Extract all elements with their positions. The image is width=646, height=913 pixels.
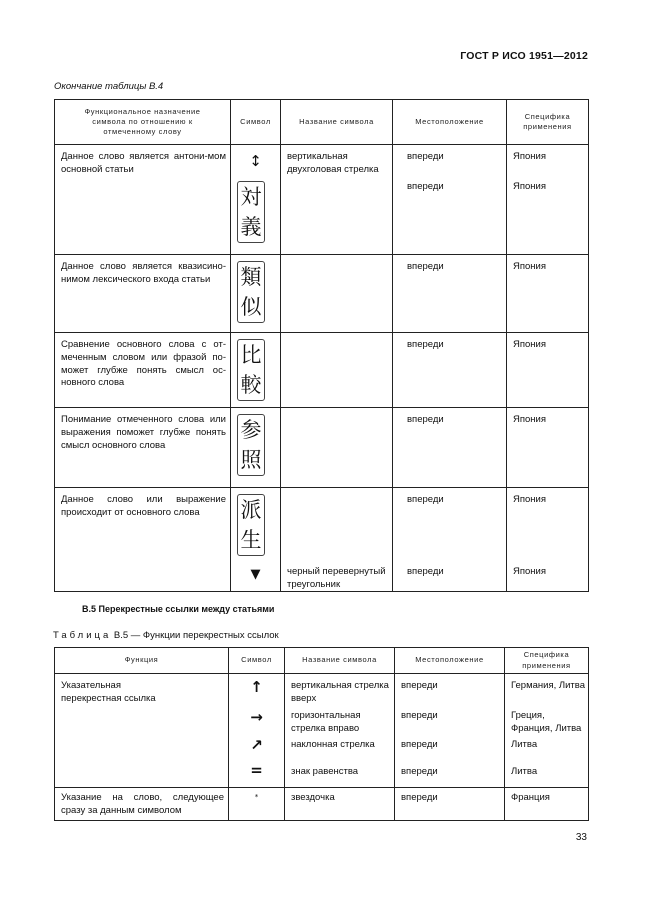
kanji-char: 派 [240,498,262,522]
table-header-row [55,100,589,145]
function-text: Сравнение основного слова с от-меченным словом или фразой по-может глубже понять смысл ос-новного слова [61,339,226,389]
specifics-text: Япония [513,414,546,425]
kanji-symbol-box [237,339,265,401]
kanji-char: 対 [240,185,262,209]
equals-sign-icon: = [250,761,263,779]
table-row [55,674,589,788]
table-row [55,788,589,821]
col-header-function: Функция [55,648,229,674]
location-text: впереди [401,766,438,777]
specifics-text: Япония [513,566,546,577]
function-text: Данное слово является антони-мом основной статьи [61,151,226,175]
col-header-symbol-name: Название символа [285,648,395,674]
document-header: ГОСТ Р ИСО 1951—2012 [460,50,588,62]
specifics-text: Япония [513,151,546,162]
kanji-char: 較 [240,373,262,397]
page-number: 33 [575,832,587,843]
table-row [55,408,589,488]
specifics-text: Литва [511,766,538,777]
table-row [55,255,589,333]
location-text: впереди [407,414,444,425]
kanji-char: 義 [240,215,262,239]
col-header-location: Местоположение [393,100,507,145]
col-header-specifics: Специфика применения [507,100,589,145]
col-header-symbol: Символ [229,648,285,674]
specifics-text: Франция [511,792,550,803]
location-text: впереди [407,494,444,505]
symbol-name: горизонтальная стрелка вправо [291,710,361,734]
location-text: впереди [401,710,438,721]
location-text: впереди [401,739,438,750]
col-header-specifics: Специфика применения [505,648,589,674]
function-text: Указательная перекрестная ссылка [61,680,156,704]
caption-text: В.5 — Функции перекрестных ссылок [111,630,279,641]
symbol-name: знак равенства [291,766,359,777]
table-b5-caption [53,630,279,641]
specifics-text: Германия, Литва [511,680,585,691]
function-text: Понимание отмеченного слова или выражения поможет глубже понять смысл основного слова [61,414,226,451]
location-text: впереди [401,792,438,803]
symbol-name: вертикальная стрелка вверх [291,680,389,704]
specifics-text: Япония [513,181,546,192]
specifics-text: Греция, Франция, Литва [511,710,582,734]
table-header-row [55,648,589,674]
specifics-text: Япония [513,339,546,350]
kanji-char: 似 [240,295,262,319]
kanji-symbol-box [237,414,265,476]
vertical-double-arrow-icon: ↕ [249,152,262,170]
symbol-name: черный перевернутый треугольник [287,566,386,590]
kanji-char: 照 [240,448,262,472]
function-text: Указание на слово, следующее сразу за данным символом [61,792,224,816]
location-text: впереди [407,566,444,577]
symbol-name: наклонная стрелка [291,739,375,750]
kanji-char: 参 [240,418,262,442]
kanji-char: 類 [240,265,262,289]
table-row [55,333,589,408]
col-header-function: Функциональное назначение символа по отношению к отмеченному слову [55,100,231,145]
location-text: впереди [401,680,438,691]
location-text: впереди [407,151,444,162]
col-header-symbol: Символ [231,100,281,145]
location-text: впереди [407,261,444,272]
black-down-triangle-icon: ▼ [250,567,261,582]
kanji-char: 生 [240,528,262,552]
table-row [55,145,589,255]
right-arrow-icon: → [250,708,263,726]
symbol-name: звездочка [291,792,335,803]
diagonal-arrow-icon: ↗ [250,736,263,754]
table-row [55,488,589,592]
col-header-location: Местоположение [395,648,505,674]
kanji-symbol-box [237,494,265,556]
function-text: Данное слово или выражение происходит от основного слова [61,494,226,518]
col-header-symbol-name: Название символа [281,100,393,145]
table-b4-caption: Окончание таблицы В.4 [54,81,164,92]
location-text: впереди [407,339,444,350]
specifics-text: Япония [513,494,546,505]
table-b4 [54,99,589,592]
kanji-symbol-box [237,181,265,243]
section-b5-title: В.5 Перекрестные ссылки между статьями [82,604,275,614]
specifics-text: Литва [511,739,538,750]
asterisk-icon: * [254,793,259,801]
location-text: впереди [407,181,444,192]
kanji-char: 比 [240,343,262,367]
function-text: Данное слово является квазисино-нимом лексического входа статьи [61,261,226,285]
caption-label: Таблица [53,630,112,641]
up-arrow-icon: ↑ [250,678,263,696]
table-b5 [54,647,589,821]
symbol-name: вертикальная двухголовая стрелка [287,151,379,175]
kanji-symbol-box [237,261,265,323]
specifics-text: Япония [513,261,546,272]
